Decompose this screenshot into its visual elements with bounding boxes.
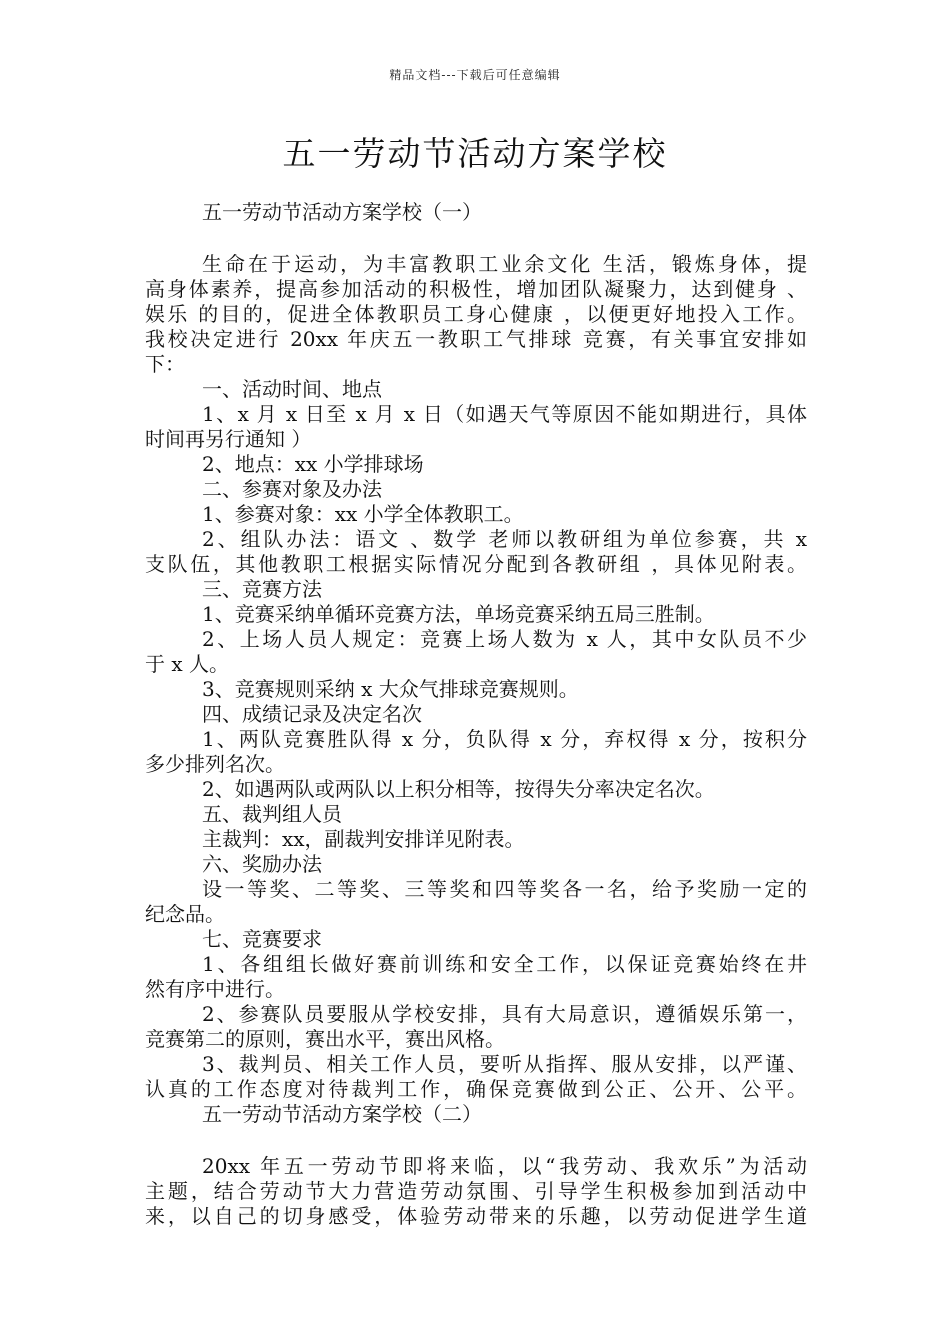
paragraph-line: 下： (145, 352, 185, 376)
paragraph-line: 于 x 人。 (145, 652, 229, 676)
subheading: 六、奖励办法 (202, 852, 322, 876)
paragraph-line: 生命在于运动，为丰富教职工业余文化 生活，锻炼身体，提 (202, 252, 807, 276)
spacer (145, 1127, 807, 1154)
paragraph-line: 1、竞赛采纳单循环竞赛方法，单场竞赛采纳五局三胜制。 (202, 602, 715, 626)
paragraph-line: 主题，结合劳动节大力营造劳动氛围、引导学生积极参加到活动中 (145, 1179, 807, 1203)
paragraph-line: 1、各组组长做好赛前训练和安全工作，以保证竞赛始终在井 (202, 952, 807, 976)
paragraph-line: 竞赛第二的原则，赛出水平，赛出风格。 (145, 1027, 505, 1051)
paragraph-line: 认真的工作态度对待裁判工作，确保竞赛做到公正、公开、公平。 (145, 1077, 807, 1101)
paragraph-line: 娱乐 的目的，促进全体教职员工身心健康 ，以便更好地投入工作。 (145, 302, 807, 326)
paragraph-line: 2、如遇两队或两队以上积分相等，按得失分率决定名次。 (202, 777, 715, 801)
paragraph-line: 20xx 年五一劳动节即将来临，以“我劳动、我欢乐”为活动 (202, 1154, 807, 1178)
subheading: 一、活动时间、地点 (202, 377, 382, 401)
subheading: 七、竞赛要求 (202, 927, 322, 951)
subheading: 二、参赛对象及办法 (202, 477, 382, 501)
page-header: 精品文档---下载后可任意编辑 (389, 68, 561, 82)
document-body (145, 200, 807, 1229)
paragraph-line: 我校决定进行 20xx 年庆五一教职工气排球 竞赛，有关事宜安排如 (145, 327, 807, 351)
paragraph-line: 纪念品。 (145, 902, 225, 926)
spacer (145, 225, 807, 252)
paragraph-line: 1、参赛对象：xx 小学全体教职工。 (202, 502, 524, 526)
paragraph-line: 2、上场人员人规定：竞赛上场人数为 x 人，其中女队员不少 (202, 627, 807, 651)
document-title: 五一劳动节活动方案学校 (282, 134, 668, 173)
paragraph-line: 高身体素养，提高参加活动的积极性，增加团队凝聚力，达到健身 、 (145, 277, 807, 301)
subheading: 三、竞赛方法 (202, 577, 322, 601)
subheading: 五、裁判组人员 (202, 802, 342, 826)
paragraph-line: 2、组队办法：语文 、数学 老师以教研组为单位参赛，共 x (202, 527, 807, 551)
paragraph-line: 2、地点：xx 小学排球场 (202, 452, 424, 476)
paragraph-line: 来，以自己的切身感受，体验劳动带来的乐趣，以劳动促进学生道 (145, 1204, 807, 1228)
paragraph-line: 2、参赛队员要服从学校安排，具有大局意识，遵循娱乐第一， (202, 1002, 807, 1026)
paragraph-line: 然有序中进行。 (145, 977, 285, 1001)
paragraph-line: 1、两队竞赛胜队得 x 分，负队得 x 分，弃权得 x 分，按积分 (202, 727, 807, 751)
section-heading: 五一劳动节活动方案学校（一） (202, 200, 482, 224)
paragraph-line: 3、竞赛规则采纳 x 大众气排球竞赛规则。 (202, 677, 579, 701)
paragraph-line: 主裁判：xx，副裁判安排详见附表。 (202, 827, 525, 851)
paragraph-line: 1、x 月 x 日至 x 月 x 日（如遇天气等原因不能如期进行，具体 (202, 402, 807, 426)
paragraph-line: 支队伍，其他教职工根据实际情况分配到各教研组 ，具体见附表。 (145, 552, 807, 576)
paragraph-line: 3、裁判员、相关工作人员，要听从指挥、服从安排，以严谨、 (202, 1052, 807, 1076)
paragraph-line: 多少排列名次。 (145, 752, 285, 776)
subheading: 四、成绩记录及决定名次 (202, 702, 422, 726)
paragraph-line: 时间再另行通知 ） (145, 427, 312, 451)
paragraph-line: 设一等奖、二等奖、三等奖和四等奖各一名，给予奖励一定的 (202, 877, 807, 901)
section-heading: 五一劳动节活动方案学校（二） (202, 1102, 482, 1126)
